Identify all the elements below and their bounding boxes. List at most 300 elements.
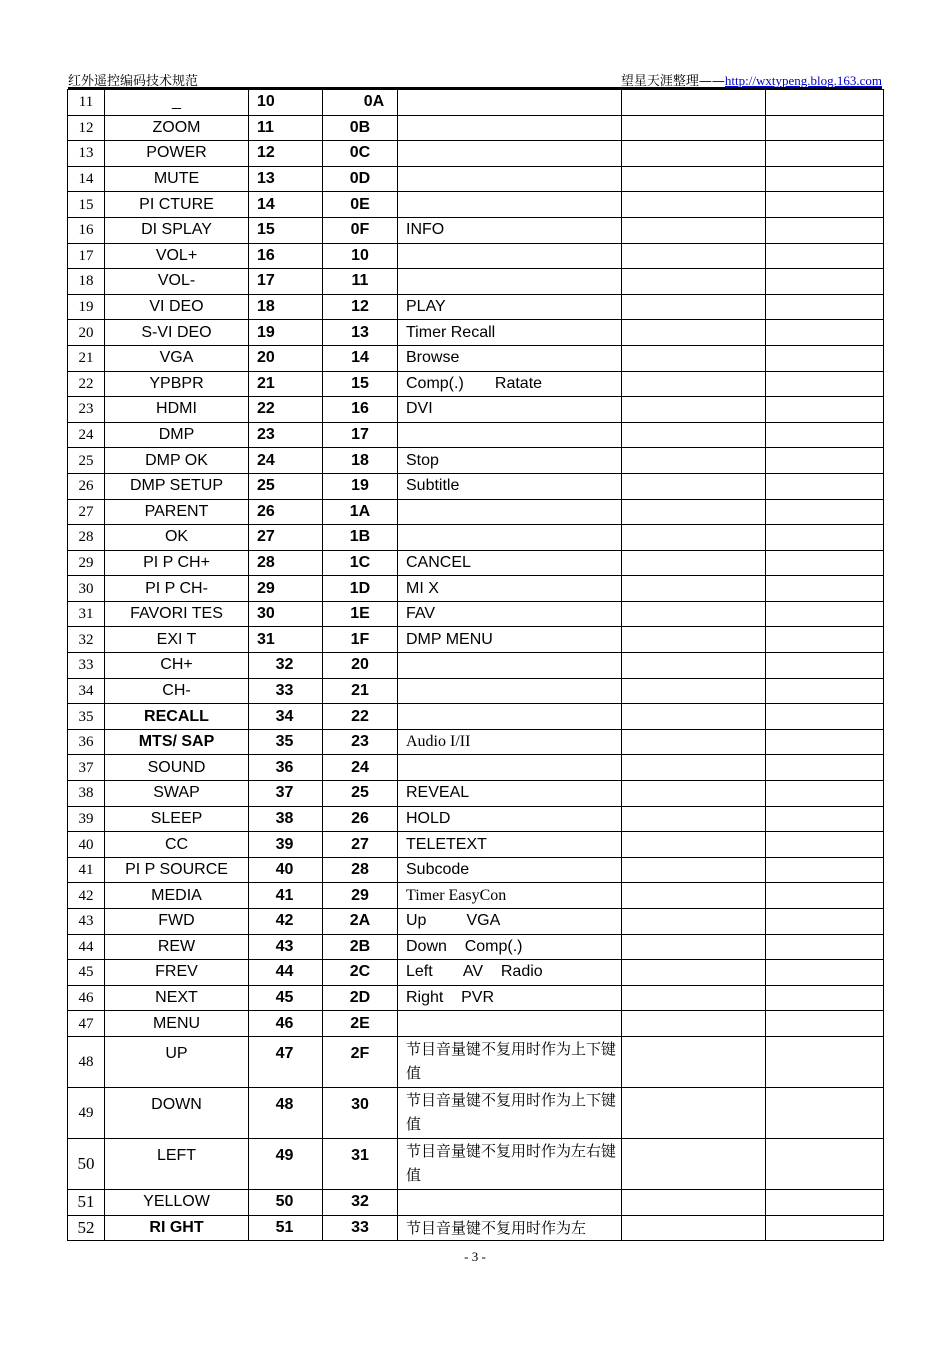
- alt-function: Stop: [398, 448, 622, 474]
- empty-cell: [766, 269, 884, 295]
- hex-code: 19: [323, 473, 398, 499]
- decimal-code: 19: [249, 320, 323, 346]
- decimal-code: 15: [249, 217, 323, 243]
- decimal-code: 41: [249, 883, 323, 909]
- hex-code: 18: [323, 448, 398, 474]
- table-row: [68, 192, 884, 218]
- table-row: [68, 397, 884, 423]
- empty-cell: [622, 960, 766, 986]
- empty-cell: [766, 832, 884, 858]
- empty-cell: [766, 985, 884, 1011]
- key-name: POWER: [105, 141, 249, 167]
- row-index: 20: [68, 320, 105, 346]
- empty-cell: [622, 806, 766, 832]
- alt-function: 节目音量键不复用时作为左右键值: [398, 1138, 622, 1189]
- decimal-code: 48: [249, 1087, 323, 1138]
- row-index: 51: [68, 1189, 105, 1215]
- empty-cell: [766, 115, 884, 141]
- row-index: 30: [68, 576, 105, 602]
- empty-cell: [622, 985, 766, 1011]
- hex-code: 23: [323, 729, 398, 755]
- hex-code: 1B: [323, 525, 398, 551]
- row-index: 46: [68, 985, 105, 1011]
- decimal-code: 43: [249, 934, 323, 960]
- alt-function: Audio I/II: [398, 729, 622, 755]
- empty-cell: [622, 243, 766, 269]
- empty-cell: [766, 627, 884, 653]
- empty-cell: [766, 1087, 884, 1138]
- table-row: [68, 422, 884, 448]
- row-index: 34: [68, 678, 105, 704]
- table-row: [68, 985, 884, 1011]
- table-row: [68, 499, 884, 525]
- empty-cell: [622, 832, 766, 858]
- table-row: [68, 832, 884, 858]
- decimal-code: 27: [249, 525, 323, 551]
- decimal-code: 39: [249, 832, 323, 858]
- empty-cell: [766, 525, 884, 551]
- empty-cell: [622, 192, 766, 218]
- table-row: [68, 755, 884, 781]
- decimal-code: 26: [249, 499, 323, 525]
- alt-function: 节目音量键不复用时作为左: [398, 1215, 622, 1241]
- table-row: [68, 1189, 884, 1215]
- table-row: [68, 909, 884, 935]
- row-index: 17: [68, 243, 105, 269]
- empty-cell: [766, 576, 884, 602]
- decimal-code: 36: [249, 755, 323, 781]
- table-row: [68, 269, 884, 295]
- alt-function: Subcode: [398, 857, 622, 883]
- key-name: MEDIA: [105, 883, 249, 909]
- key-name: REW: [105, 934, 249, 960]
- row-index: 44: [68, 934, 105, 960]
- empty-cell: [766, 1011, 884, 1037]
- alt-function: [398, 678, 622, 704]
- empty-cell: [622, 653, 766, 679]
- table-row: [68, 934, 884, 960]
- empty-cell: [766, 1036, 884, 1087]
- decimal-code: 40: [249, 857, 323, 883]
- hex-code: 2B: [323, 934, 398, 960]
- empty-cell: [622, 320, 766, 346]
- key-name: LEFT: [105, 1138, 249, 1189]
- row-index: 48: [68, 1036, 105, 1087]
- empty-cell: [766, 448, 884, 474]
- alt-function: MI X: [398, 576, 622, 602]
- empty-cell: [622, 755, 766, 781]
- key-name: PARENT: [105, 499, 249, 525]
- key-name: FWD: [105, 909, 249, 935]
- alt-function: [398, 90, 622, 116]
- row-index: 40: [68, 832, 105, 858]
- table-row: [68, 601, 884, 627]
- decimal-code: 47: [249, 1036, 323, 1087]
- row-index: 31: [68, 601, 105, 627]
- table-row: [68, 320, 884, 346]
- decimal-code: 38: [249, 806, 323, 832]
- key-name: MUTE: [105, 166, 249, 192]
- alt-function: [398, 499, 622, 525]
- hex-code: 0E: [323, 192, 398, 218]
- key-name: HDMI: [105, 397, 249, 423]
- decimal-code: 11: [249, 115, 323, 141]
- table-row: [68, 883, 884, 909]
- alt-function: REVEAL: [398, 781, 622, 807]
- empty-cell: [766, 192, 884, 218]
- empty-cell: [622, 269, 766, 295]
- alt-function: Browse: [398, 345, 622, 371]
- key-name: CH+: [105, 653, 249, 679]
- empty-cell: [766, 755, 884, 781]
- alt-function: 节目音量键不复用时作为上下键值: [398, 1087, 622, 1138]
- empty-cell: [766, 499, 884, 525]
- row-index: 24: [68, 422, 105, 448]
- row-index: 33: [68, 653, 105, 679]
- row-index: 25: [68, 448, 105, 474]
- empty-cell: [622, 90, 766, 116]
- document-title: 红外遥控编码技术规范: [68, 74, 199, 89]
- empty-cell: [766, 883, 884, 909]
- page-header: [68, 68, 882, 87]
- row-index: 52: [68, 1215, 105, 1241]
- key-name: DMP OK: [105, 448, 249, 474]
- empty-cell: [622, 1036, 766, 1087]
- hex-code: 10: [323, 243, 398, 269]
- table-row: [68, 1138, 884, 1189]
- empty-cell: [766, 704, 884, 730]
- table-row: [68, 678, 884, 704]
- header-source-label: 望星天涯整理——: [620, 74, 725, 89]
- hex-code: 2D: [323, 985, 398, 1011]
- decimal-code: 44: [249, 960, 323, 986]
- decimal-code: 32: [249, 653, 323, 679]
- row-index: 45: [68, 960, 105, 986]
- empty-cell: [766, 934, 884, 960]
- empty-cell: [622, 371, 766, 397]
- empty-cell: [766, 1189, 884, 1215]
- empty-cell: [766, 781, 884, 807]
- hex-code: 17: [323, 422, 398, 448]
- hex-code: 1A: [323, 499, 398, 525]
- hex-code: 2A: [323, 909, 398, 935]
- decimal-code: 33: [249, 678, 323, 704]
- empty-cell: [766, 806, 884, 832]
- key-name: PI P CH-: [105, 576, 249, 602]
- blog-link[interactable]: http://wxtypeng.blog.163.com: [724, 73, 882, 88]
- key-name: RI GHT: [105, 1215, 249, 1241]
- empty-cell: [622, 525, 766, 551]
- row-index: 50: [68, 1138, 105, 1189]
- table-row: [68, 141, 884, 167]
- empty-cell: [622, 166, 766, 192]
- alt-function: [398, 704, 622, 730]
- hex-code: 0D: [323, 166, 398, 192]
- key-name: RECALL: [105, 704, 249, 730]
- empty-cell: [766, 678, 884, 704]
- table-row: [68, 1087, 884, 1138]
- row-index: 35: [68, 704, 105, 730]
- empty-cell: [766, 422, 884, 448]
- empty-cell: [766, 371, 884, 397]
- empty-cell: [766, 473, 884, 499]
- decimal-code: 35: [249, 729, 323, 755]
- key-name: VGA: [105, 345, 249, 371]
- key-name: DI SPLAY: [105, 217, 249, 243]
- alt-function: Subtitle: [398, 473, 622, 499]
- table-row: [68, 473, 884, 499]
- alt-function: 节目音量键不复用时作为上下键值: [398, 1036, 622, 1087]
- empty-cell: [766, 1215, 884, 1241]
- hex-code: 12: [323, 294, 398, 320]
- key-name: OK: [105, 525, 249, 551]
- hex-code: 21: [323, 678, 398, 704]
- empty-cell: [622, 704, 766, 730]
- alt-function: DVI: [398, 397, 622, 423]
- alt-function: Timer EasyCon: [398, 883, 622, 909]
- key-name: CC: [105, 832, 249, 858]
- hex-code: 1C: [323, 550, 398, 576]
- decimal-code: 17: [249, 269, 323, 295]
- empty-cell: [622, 397, 766, 423]
- alt-function: Comp(.) Ratate: [398, 371, 622, 397]
- empty-cell: [766, 1138, 884, 1189]
- key-name: YPBPR: [105, 371, 249, 397]
- empty-cell: [622, 294, 766, 320]
- alt-function: [398, 422, 622, 448]
- table-row: [68, 448, 884, 474]
- hex-code: 22: [323, 704, 398, 730]
- decimal-code: 50: [249, 1189, 323, 1215]
- hex-code: 32: [323, 1189, 398, 1215]
- key-name: SLEEP: [105, 806, 249, 832]
- key-name: YELLOW: [105, 1189, 249, 1215]
- alt-function: [398, 269, 622, 295]
- alt-function: [398, 141, 622, 167]
- key-name: MTS/ SAP: [105, 729, 249, 755]
- row-index: 27: [68, 499, 105, 525]
- row-index: 38: [68, 781, 105, 807]
- hex-code: 2E: [323, 1011, 398, 1037]
- table-row: [68, 294, 884, 320]
- empty-cell: [622, 576, 766, 602]
- alt-function: Timer Recall: [398, 320, 622, 346]
- empty-cell: [766, 243, 884, 269]
- hex-code: 29: [323, 883, 398, 909]
- table-row: [68, 576, 884, 602]
- alt-function: [398, 525, 622, 551]
- row-index: 16: [68, 217, 105, 243]
- hex-code: 33: [323, 1215, 398, 1241]
- decimal-code: 31: [249, 627, 323, 653]
- empty-cell: [622, 909, 766, 935]
- key-name: DMP: [105, 422, 249, 448]
- table-row: [68, 243, 884, 269]
- table-row: [68, 806, 884, 832]
- empty-cell: [622, 601, 766, 627]
- key-name: SOUND: [105, 755, 249, 781]
- row-index: 13: [68, 141, 105, 167]
- table-row: [68, 627, 884, 653]
- decimal-code: 21: [249, 371, 323, 397]
- empty-cell: [766, 166, 884, 192]
- table-row: [68, 960, 884, 986]
- alt-function: [398, 653, 622, 679]
- hex-code: 13: [323, 320, 398, 346]
- row-index: 23: [68, 397, 105, 423]
- hex-code: 0F: [323, 217, 398, 243]
- empty-cell: [622, 678, 766, 704]
- alt-function: [398, 115, 622, 141]
- alt-function: [398, 1011, 622, 1037]
- table-row: [68, 704, 884, 730]
- decimal-code: 45: [249, 985, 323, 1011]
- empty-cell: [622, 115, 766, 141]
- table-row: [68, 371, 884, 397]
- decimal-code: 46: [249, 1011, 323, 1037]
- hex-code: 16: [323, 397, 398, 423]
- table-row: [68, 115, 884, 141]
- decimal-code: 30: [249, 601, 323, 627]
- hex-code: 30: [323, 1087, 398, 1138]
- row-index: 26: [68, 473, 105, 499]
- hex-code: 20: [323, 653, 398, 679]
- key-name: PI P CH+: [105, 550, 249, 576]
- row-index: 15: [68, 192, 105, 218]
- empty-cell: [766, 141, 884, 167]
- empty-cell: [622, 499, 766, 525]
- alt-function: FAV: [398, 601, 622, 627]
- table-row: [68, 781, 884, 807]
- alt-function: Right PVR: [398, 985, 622, 1011]
- empty-cell: [766, 90, 884, 116]
- key-name: NEXT: [105, 985, 249, 1011]
- decimal-code: 37: [249, 781, 323, 807]
- decimal-code: 24: [249, 448, 323, 474]
- table-row: [68, 1036, 884, 1087]
- row-index: 47: [68, 1011, 105, 1037]
- key-name: DOWN: [105, 1087, 249, 1138]
- key-name: ZOOM: [105, 115, 249, 141]
- decimal-code: 20: [249, 345, 323, 371]
- row-index: 43: [68, 909, 105, 935]
- hex-code: 1E: [323, 601, 398, 627]
- decimal-code: 13: [249, 166, 323, 192]
- table-row: [68, 1011, 884, 1037]
- empty-cell: [622, 857, 766, 883]
- hex-code: 2C: [323, 960, 398, 986]
- row-index: 41: [68, 857, 105, 883]
- empty-cell: [622, 1087, 766, 1138]
- key-name: FAVORI TES: [105, 601, 249, 627]
- hex-code: 0B: [323, 115, 398, 141]
- row-index: 28: [68, 525, 105, 551]
- decimal-code: 23: [249, 422, 323, 448]
- key-name: DMP SETUP: [105, 473, 249, 499]
- key-name: VI DEO: [105, 294, 249, 320]
- empty-cell: [766, 653, 884, 679]
- key-name: FREV: [105, 960, 249, 986]
- row-index: 12: [68, 115, 105, 141]
- hex-code: 2F: [323, 1036, 398, 1087]
- empty-cell: [622, 141, 766, 167]
- row-index: 29: [68, 550, 105, 576]
- hex-code: 0A: [323, 90, 398, 116]
- hex-code: 26: [323, 806, 398, 832]
- table-row: [68, 166, 884, 192]
- decimal-code: 12: [249, 141, 323, 167]
- hex-code: 27: [323, 832, 398, 858]
- hex-code: 1D: [323, 576, 398, 602]
- decimal-code: 28: [249, 550, 323, 576]
- hex-code: 1F: [323, 627, 398, 653]
- hex-code: 31: [323, 1138, 398, 1189]
- hex-code: 14: [323, 345, 398, 371]
- decimal-code: 18: [249, 294, 323, 320]
- empty-cell: [622, 1215, 766, 1241]
- key-name: EXI T: [105, 627, 249, 653]
- decimal-code: 22: [249, 397, 323, 423]
- row-index: 32: [68, 627, 105, 653]
- alt-function: [398, 755, 622, 781]
- empty-cell: [766, 729, 884, 755]
- alt-function: Left AV Radio: [398, 960, 622, 986]
- empty-cell: [766, 217, 884, 243]
- table-row: [68, 217, 884, 243]
- empty-cell: [622, 1138, 766, 1189]
- empty-cell: [622, 781, 766, 807]
- empty-cell: [766, 320, 884, 346]
- empty-cell: [622, 473, 766, 499]
- empty-cell: [766, 294, 884, 320]
- empty-cell: [766, 601, 884, 627]
- hex-code: 28: [323, 857, 398, 883]
- table-row: [68, 345, 884, 371]
- empty-cell: [622, 883, 766, 909]
- key-name: VOL-: [105, 269, 249, 295]
- key-name: CH-: [105, 678, 249, 704]
- key-name: SWAP: [105, 781, 249, 807]
- row-index: 18: [68, 269, 105, 295]
- table-row: [68, 653, 884, 679]
- row-index: 36: [68, 729, 105, 755]
- decimal-code: 34: [249, 704, 323, 730]
- key-name: S-VI DEO: [105, 320, 249, 346]
- empty-cell: [622, 448, 766, 474]
- empty-cell: [622, 627, 766, 653]
- decimal-code: 25: [249, 473, 323, 499]
- empty-cell: [766, 857, 884, 883]
- row-index: 49: [68, 1087, 105, 1138]
- alt-function: INFO: [398, 217, 622, 243]
- decimal-code: 16: [249, 243, 323, 269]
- decimal-code: 51: [249, 1215, 323, 1241]
- key-name: _: [105, 90, 249, 116]
- empty-cell: [766, 397, 884, 423]
- row-index: 19: [68, 294, 105, 320]
- table-row: [68, 857, 884, 883]
- alt-function: PLAY: [398, 294, 622, 320]
- row-index: 11: [68, 90, 105, 116]
- hex-code: 0C: [323, 141, 398, 167]
- empty-cell: [622, 934, 766, 960]
- alt-function: DMP MENU: [398, 627, 622, 653]
- decimal-code: 49: [249, 1138, 323, 1189]
- decimal-code: 14: [249, 192, 323, 218]
- empty-cell: [622, 729, 766, 755]
- alt-function: [398, 192, 622, 218]
- hex-code: 11: [323, 269, 398, 295]
